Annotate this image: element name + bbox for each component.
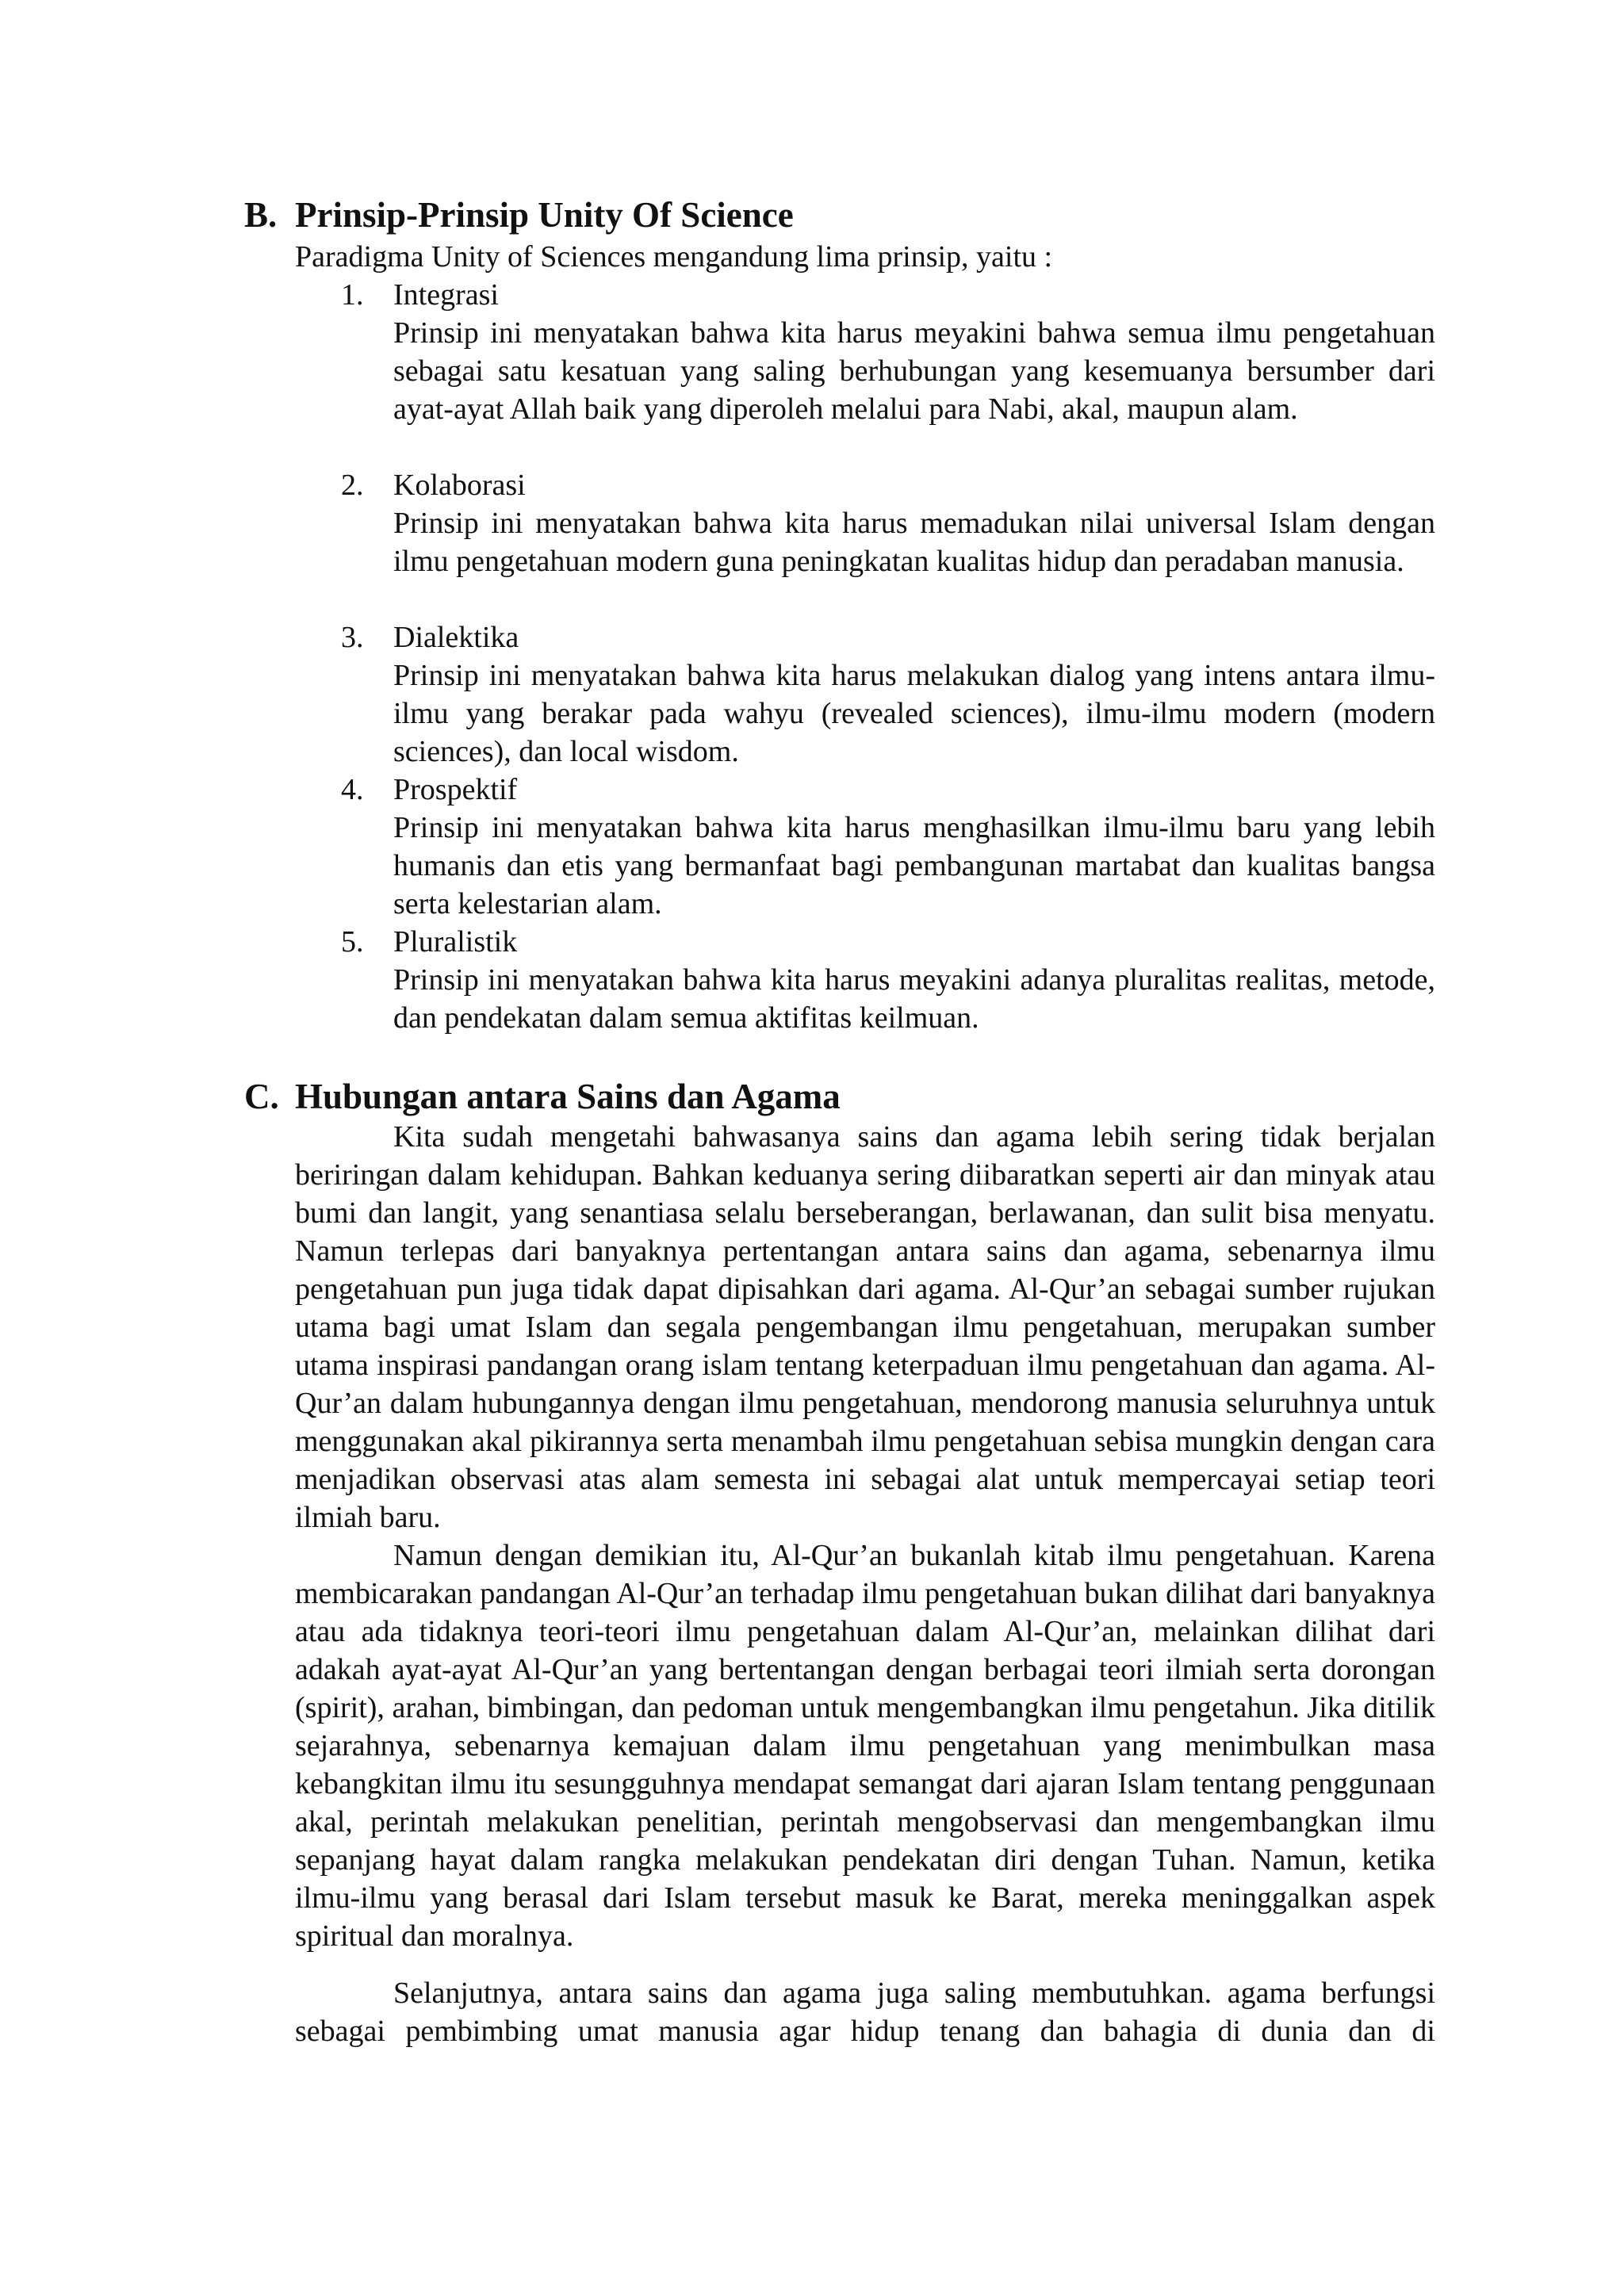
principle-title [341, 466, 1435, 504]
section-b-title: Prinsip-Prinsip Unity Of Science [295, 195, 794, 235]
principle-name: Integrasi [393, 278, 499, 312]
principle-name: Kolaborasi [393, 469, 526, 502]
paragraph: Selanjutnya, antara sains dan agama juga saling membutuhkan. agama berfungsi sebagai pembimbing umat manusia agar hidup tenang dan bahagia di dunia dan di [295, 1976, 1435, 2048]
principle-name: Prospektif [393, 773, 518, 806]
section-c-body [295, 1118, 1435, 2050]
principle-title [341, 276, 1435, 314]
principle-title [341, 771, 1435, 809]
section-b-heading [244, 195, 794, 235]
principle-item-dialektika [341, 618, 1435, 771]
principle-number: 1. [341, 278, 364, 312]
principle-item-pluralistik [341, 923, 1435, 1037]
principle-text: Prinsip ini menyatakan bahwa kita harus menghasilkan ilmu-ilmu baru yang lebih humanis dan etis yang bermanfaat bagi pembangunan martabat dan kualitas bangsa serta kelestarian alam. [393, 811, 1435, 920]
principle-number: 3. [341, 621, 364, 654]
principle-name: Pluralistik [393, 925, 518, 959]
principle-number: 2. [341, 469, 364, 502]
principle-text: Prinsip ini menyatakan bahwa kita harus meyakini bahwa semua ilmu pengetahuan sebagai satu kesatuan yang saling berhubungan yang kesemuanya bersumber dari ayat-ayat Allah baik yang diperoleh melalui para Nabi, akal, maupun alam. [393, 316, 1435, 426]
section-b-letter: B. [244, 195, 278, 235]
principle-text: Prinsip ini menyatakan bahwa kita harus meyakini adanya pluralitas realitas, metode, dan pendekatan dalam semua aktifitas keilmuan. [393, 963, 1435, 1035]
principle-item-integrasi [341, 276, 1435, 428]
principle-number: 5. [341, 925, 364, 959]
section-b-intro: Paradigma Unity of Sciences mengandung lima prinsip, yaitu : [295, 240, 1053, 274]
principle-item-kolaborasi [341, 466, 1435, 580]
paragraph: Kita sudah mengetahi bahwasanya sains dan agama lebih sering tidak berjalan beriringan dalam kehidupan. Bahkan keduanya sering diibaratkan seperti air dan minyak atau bumi dan langit, yang senantiasa selalu berseberangan, berlawanan, dan sulit bisa menyatu. Namun terlepas dari banyaknya pertentangan antara sains dan agama, sebenarnya ilmu pengetahuan pun juga tidak dapat dipisahkan dari agama. Al-Qur’an sebagai sumber rujukan utama bagi umat Islam dan segala pengembangan ilmu pengetahuan, merupakan sumber utama inspirasi pandangan orang islam tentang keterpaduan ilmu pengetahuan dan agama. Al-Qur’an dalam hubungannya dengan ilmu pengetahuan, mendorong manusia seluruhnya untuk menggunakan akal pikirannya serta menambah ilmu pengetahuan sebisa mungkin dengan cara menjadikan observasi atas alam semesta ini sebagai alat untuk mempercayai setiap teori ilmiah baru. [295, 1120, 1435, 1534]
section-c-letter: C. [244, 1077, 279, 1116]
principle-text: Prinsip ini menyatakan bahwa kita harus memadukan nilai universal Islam dengan ilmu pengetahuan modern guna peningkatan kualitas hidup dan peradaban manusia. [393, 507, 1435, 578]
section-c-heading [244, 1077, 841, 1116]
principle-title [341, 618, 1435, 656]
principle-name: Dialektika [393, 621, 519, 654]
principle-number: 4. [341, 773, 364, 806]
section-c-title: Hubungan antara Sains dan Agama [295, 1077, 841, 1116]
paragraph: Namun dengan demikian itu, Al-Qur’an bukanlah kitab ilmu pengetahuan. Karena membicarakan pandangan Al-Qur’an terhadap ilmu pengetahuan bukan dilihat dari banyaknya atau ada tidaknya teori-teori ilmu pengetahuan dalam Al-Qur’an, melainkan dilihat dari adakah ayat-ayat Al-Qur’an yang bertentangan dengan berbagai teori ilmiah serta dorongan (spirit), arahan, bimbingan, dan pedoman untuk mengembangkan ilmu pengetahun. Jika ditilik sejarahnya, sebenarnya kemajuan dalam ilmu pengetahuan yang menimbulkan masa kebangkitan ilmu itu sesungguhnya mendapat semangat dari ajaran Islam tentang penggunaan akal, perintah melakukan penelitian, perintah mengobservasi dan mengembangkan ilmu sepanjang hayat dalam rangka melakukan pendekatan diri dengan Tuhan. Namun, ketika ilmu-ilmu yang berasal dari Islam tersebut masuk ke Barat, mereka meninggalkan aspek spiritual dan moralnya. [295, 1539, 1435, 1953]
principle-title [341, 923, 1435, 961]
principle-item-prospektif [341, 771, 1435, 923]
principle-text: Prinsip ini menyatakan bahwa kita harus melakukan dialog yang intens antara ilmu-ilmu yang berakar pada wahyu (revealed sciences), ilmu-ilmu modern (modern sciences), dan local wisdom. [393, 659, 1435, 768]
